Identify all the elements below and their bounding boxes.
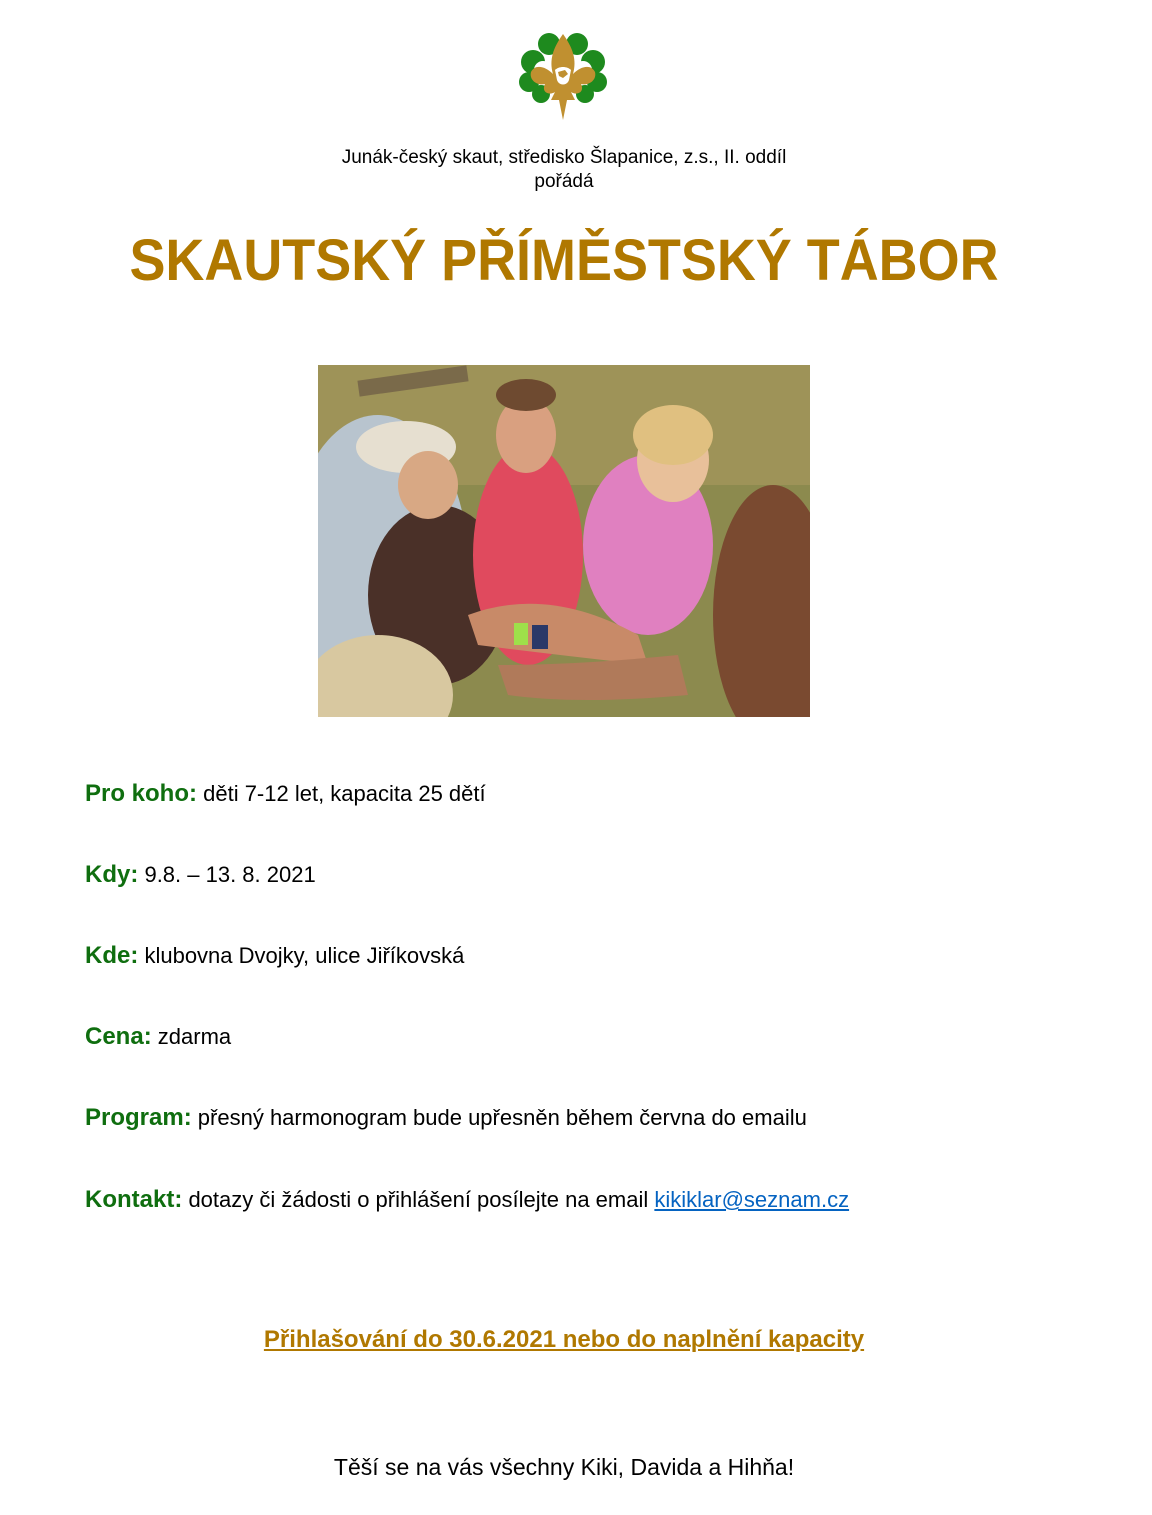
detail-value: děti 7-12 let, kapacita 25 dětí bbox=[197, 781, 486, 806]
detail-label: Program: bbox=[85, 1104, 192, 1131]
detail-label: Kde: bbox=[85, 942, 139, 969]
detail-value: dotazy či žádosti o přihlášení posílejte na email bbox=[182, 1187, 655, 1212]
detail-contact bbox=[85, 1186, 849, 1214]
scout-lily-logo-icon bbox=[519, 30, 607, 122]
detail-program bbox=[85, 1104, 807, 1132]
detail-for-whom bbox=[85, 780, 486, 808]
closing-message: Těší se na vás všechny Kiki, Davida a Hihňa! bbox=[333, 1454, 795, 1480]
registration-deadline: Přihlašování do 30.6.2021 nebo do naplnění kapacity bbox=[263, 1326, 865, 1353]
detail-label: Cena: bbox=[85, 1023, 152, 1050]
detail-label: Pro koho: bbox=[85, 780, 197, 807]
organization-text: Junák-český skaut, středisko Šlapanice, z.s., II. oddíl bbox=[341, 147, 787, 168]
detail-value: 9.8. – 13. 8. 2021 bbox=[138, 862, 316, 887]
detail-value: klubovna Dvojky, ulice Jiříkovská bbox=[138, 943, 465, 968]
page-title: SKAUTSKÝ PŘÍMĚSTSKÝ TÁBOR bbox=[129, 228, 999, 293]
detail-when bbox=[85, 861, 316, 889]
detail-price bbox=[85, 1023, 231, 1051]
organizer-name bbox=[0, 146, 1128, 194]
detail-label: Kdy: bbox=[85, 861, 139, 888]
detail-value: přesný harmonogram bude upřesněn během června do emailu bbox=[191, 1105, 807, 1130]
detail-value: zdarma bbox=[151, 1024, 232, 1049]
detail-label: Kontakt: bbox=[85, 1186, 183, 1213]
subtitle-text: pořádá bbox=[534, 171, 594, 192]
detail-where bbox=[85, 942, 464, 970]
email-link[interactable]: kikiklar@seznam.cz bbox=[654, 1187, 850, 1212]
children-photo bbox=[318, 365, 810, 717]
